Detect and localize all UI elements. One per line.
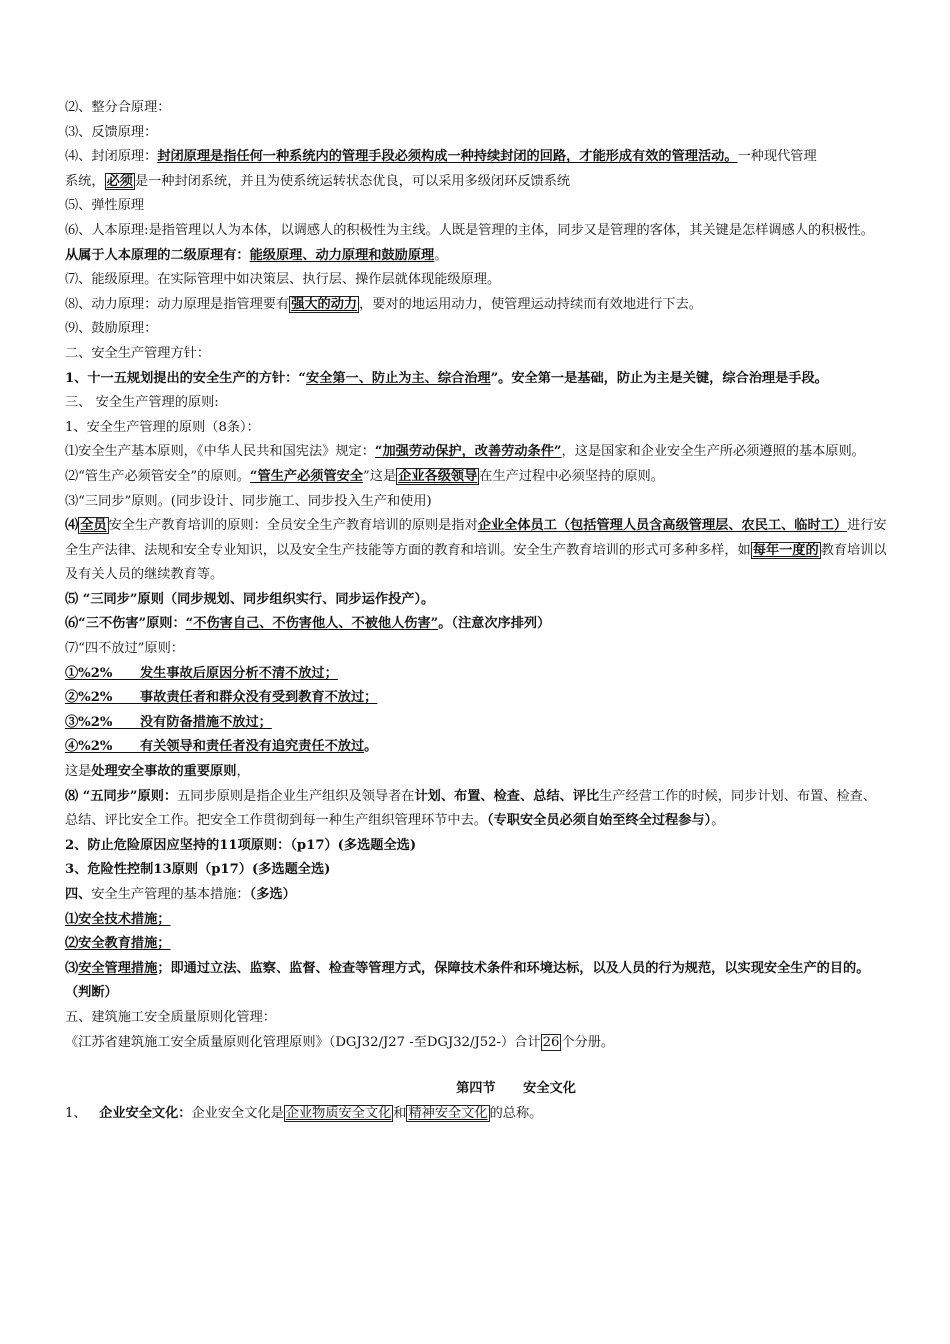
item-elasticity-principle: ⑸、弹性原理: [65, 198, 145, 214]
item-feedback-principle: ⑶、反馈原理：: [65, 124, 158, 140]
secondary-principles-list: 能级原理、动力原理和鼓励原理: [249, 247, 435, 263]
boxed-term: 企业各级领导: [398, 468, 478, 484]
item-level-principle: ⑺、能级原理。在实际管理中如决策层、执行层、操作层就体现能级原理。: [65, 272, 501, 288]
item-motivation-principle: ⑻、动力原理：动力原理是指管理要有 强大的动力 ，要对的地运用动力，使管理运动持续而有效地进行下去。: [65, 296, 702, 312]
item-closure-principle: ⑷、封闭原理：封闭原理是指任何一种系统内的管理手段必须构成一种持续封闭的回路，才能形成有效的管理活动。一种现代管理: [65, 149, 817, 165]
principles-count: 1、安全生产管理的原则（8条）：: [65, 419, 260, 435]
section-title: 第四节 安全文化: [456, 1081, 576, 1097]
principle-three-sync-b: ⑸ “三同步”原则（同步规划、同步组织实行、同步运作投产）。: [65, 591, 435, 607]
hazard-prevention-principles: 2、防止危险原因应坚持的11项原则：（p17）(多选题全选): [65, 837, 417, 853]
principle-four-no-let-go: ⑺“四不放过”原则：: [65, 641, 184, 657]
boxed-term: 每年一度的: [752, 542, 819, 558]
section-heading-principles: 三、 安全生产管理的原则:: [65, 395, 219, 411]
secondary-principles: 从属于人本原理的二级原理有：能级原理、动力原理和鼓励原理。: [65, 247, 448, 263]
list-item: ③%2% 没有防备措施不放过；: [65, 714, 272, 730]
closure-definition: 封闭原理是指任何一种系统内的管理手段必须构成一种持续封闭的回路，才能形成有效的管理活动。: [157, 149, 738, 165]
boxed-term: 26: [542, 1034, 560, 1050]
principle-all-staff-training: ⑷ 全员 安全生产教育培训的原则：全员安全生产教育培训的原则是指对企业全体员工（包括管理人员含高级管理层、农民工、临时工）进行安全生产法律、法规和安全专业知识，以及安全生产技能等方面的教育和培训。安全生产教育培训的形式可多种多样，如 每年一度的 教育培训以及有关人员的继续教育等。: [65, 518, 887, 583]
accident-principle-note: 这是处理安全事故的重要原则，: [65, 764, 250, 780]
section-heading-standardization: 五、建筑施工安全质量原则化管理：: [65, 1009, 276, 1025]
item-integration-principle: ⑵、整分合原理：: [65, 100, 171, 115]
safety-policy: 1、十一五规划提出的安全生产的方针：“安全第一、防止为主、综合治理”。安全第一是基础，防止为主是关键，综合治理是手段。: [65, 370, 828, 386]
principle-basic: ⑴安全生产基本原则，《中华人民共和国宪法》规定：“加强劳动保护，改善劳动条件”，这是国家和企业安全生产所必须遵照的基本原则。: [65, 444, 865, 460]
principle-three-no-harm: ⑹“三不伤害”原则：“不伤害自己、不伤害他人、不被他人伤害”。（注意次序排列）: [65, 616, 551, 632]
principle-five-sync: ⑻ “五同步”原则：五同步原则是指企业生产组织及领导者在计划、布置、检查、总结、评比生产经营工作的时候，同步计划、布置、检查、总结、评比安全工作。把安全工作贯彻到每一种生产组织管理环节中去。（专职安全员必须自始至终全过程参与）。: [65, 788, 877, 829]
boxed-term: 精神安全文化: [408, 1105, 488, 1121]
spacer: [65, 1055, 887, 1077]
jiangsu-standard: 《江苏省建筑施工安全质量原则化管理原则》（DGJ32/J27 -至DGJ32/J52-）合计 26 个分册。: [65, 1034, 615, 1050]
boxed-term: 全员: [80, 518, 107, 534]
safety-policy-slogan: 安全第一、防止为主、综合治理: [305, 370, 491, 386]
boxed-term: 强大的动力: [291, 296, 358, 312]
item-encouragement-principle: ⑼、鼓励原理：: [65, 321, 158, 337]
principle-production-safety: ⑵“管生产必须管安全”的原则。“管生产必须管安全”这是 企业各级领导 在生产过程中必须坚持的原则。: [65, 468, 664, 484]
hazard-control-principles: 3、危险性控制13原则（p17）(多选题全选): [65, 862, 331, 878]
list-item: ②%2% 事故责任者和群众没有受到教育不放过；: [65, 690, 378, 706]
list-item: ①%2% 发生事故后原因分析不清不放过；: [65, 665, 338, 681]
constitution-quote: “加强劳动保护，改善劳动条件”: [374, 444, 562, 460]
measure-technical: ⑴安全技术措施；: [65, 911, 171, 927]
measure-management: ⑶安全管理措施；即通过立法、监察、监督、检查等管理方式，保障技术条件和环境达标，以及人员的行为规范，以实现安全生产的目的。（判断）: [65, 960, 870, 1001]
measure-education: ⑵安全教育措施；: [65, 936, 171, 952]
boxed-term: 企业物质安全文化: [285, 1105, 392, 1121]
boxed-term: 必须: [106, 173, 133, 189]
section-heading-policy: 二、安全生产管理方针：: [65, 345, 211, 361]
principle-three-sync: ⑶“三同步”原则。(同步设计、同步施工、同步投入生产和使用): [65, 493, 432, 509]
item-human-principle: ⑹、人本原理:是指管理以人为本体，以调感人的积极性为主线。人既是管理的主体，同步又是管理的客体，其关键是怎样调感人的积极性。: [65, 222, 874, 238]
document-body: [65, 96, 887, 1126]
enterprise-safety-culture: 1、 企业安全文化：企业安全文化是 企业物质安全文化 和 精神安全文化 的总称。: [65, 1105, 543, 1121]
list-item: ④%2% 有关领导和责任者没有追究责任不放过。: [65, 739, 378, 755]
section-heading-measures: 四、安全生产管理的基本措施：（多选）: [65, 887, 296, 902]
closure-continuation: 系统， 必须 是一种封闭系统，并且为使系统运转状态优良，可以采用多级闭环反馈系统: [65, 173, 571, 189]
